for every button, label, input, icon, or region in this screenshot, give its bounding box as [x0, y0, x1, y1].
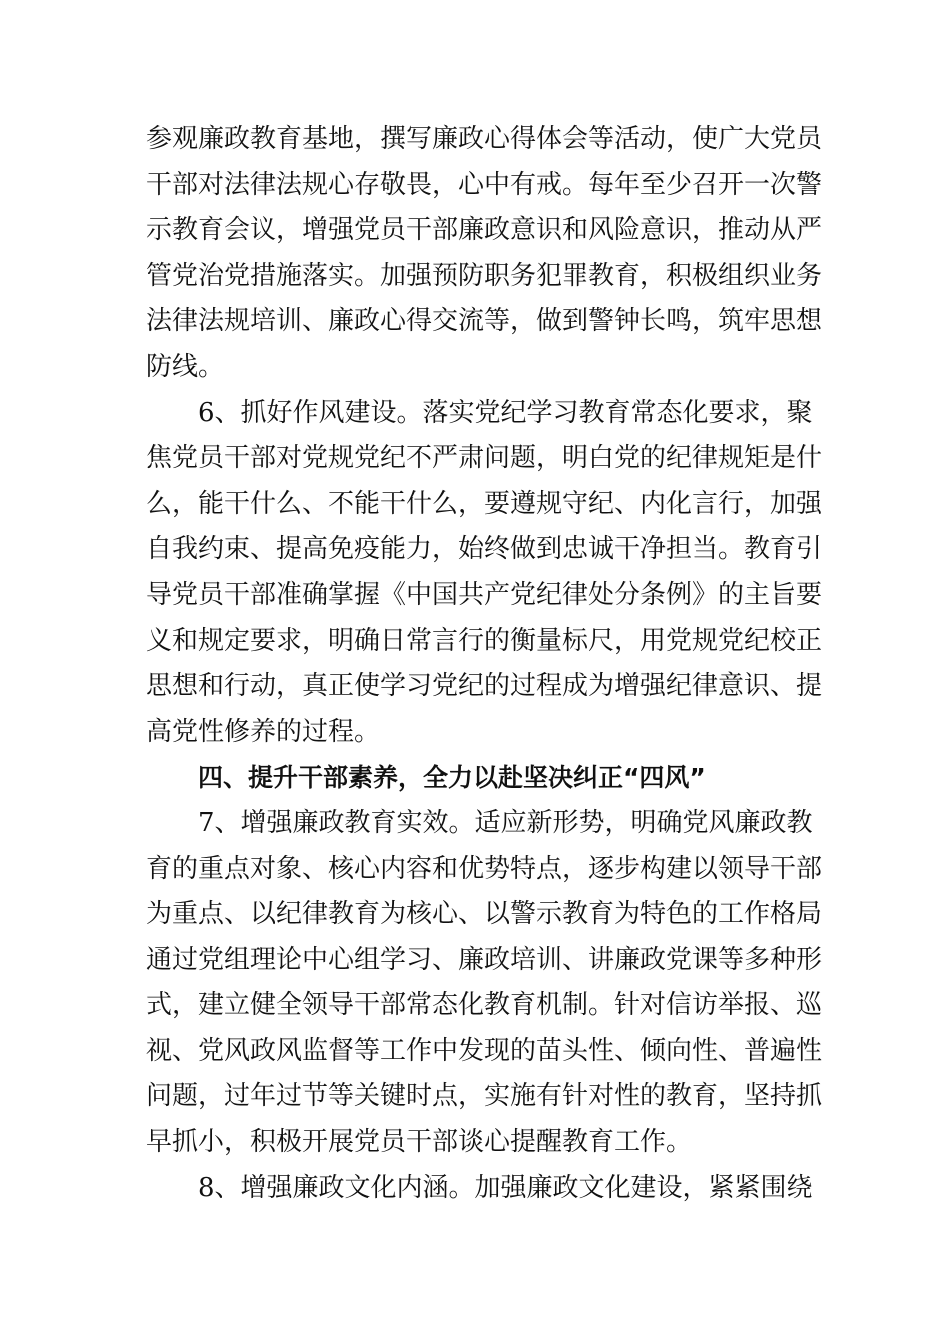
text-line: 为重点、以纪律教育为核心、以警示教育为特色的工作格局: [146, 899, 823, 930]
text-line: 么，能干什么、不能干什么，要遵规守纪、内化言行，加强: [146, 488, 823, 519]
text-line: 式，建立健全领导干部常态化教育机制。针对信访举报、巡: [146, 990, 823, 1021]
paragraph-5-continued: [146, 117, 823, 391]
text-line: 高党性修养的过程。: [146, 716, 381, 747]
text-line: 参观廉政教育基地，撰写廉政心得体会等活动，使广大党员: [146, 124, 823, 154]
paragraph-6: [146, 391, 823, 756]
text-line: 自我约束、提高免疫能力，始终做到忠诚干净担当。教育引: [146, 534, 823, 565]
text-line: 法律法规培训、廉政心得交流等，做到警钟长鸣，筑牢思想: [146, 306, 823, 337]
text-line: 早抓小，积极开展党员干部谈心提醒教育工作。: [146, 1127, 693, 1158]
text-line: 视、党风政风监督等工作中发现的苗头性、倾向性、普遍性: [146, 1035, 823, 1066]
text-line: 示教育会议，增强党员干部廉政意识和风险意识，推动从严: [146, 215, 823, 246]
text-line: 干部对法律法规心存敬畏，心中有戒。每年至少召开一次警: [146, 169, 823, 200]
text-line: 育的重点对象、核心内容和优势特点，逐步构建以领导干部: [146, 853, 823, 884]
text-line: 管党治党措施落实。加强预防职务犯罪教育，积极组织业务: [146, 260, 823, 291]
paragraph-8: [146, 1166, 813, 1212]
text-line: 思想和行动，真正使学习党纪的过程成为增强纪律意识、提: [146, 671, 823, 702]
text-line: 焦党员干部对党规党纪不严肃问题，明白党的纪律规矩是什: [146, 443, 823, 474]
section-heading: 四、提升干部素养，全力以赴坚决纠正“四风”: [198, 763, 706, 793]
text-line: 6、抓好作风建设。落实党纪学习教育常态化要求，聚: [198, 397, 813, 428]
text-line: 问题，过年过节等关键时点，实施有针对性的教育，坚持抓: [146, 1081, 823, 1112]
text-line: 7、增强廉政教育实效。适应新形势，明确党风廉政教: [198, 807, 813, 838]
text-line: 导党员干部准确掌握《中国共产党纪律处分条例》的主旨要: [146, 579, 823, 610]
text-line: 义和规定要求，明确日常言行的衡量标尺，用党规党纪校正: [146, 625, 823, 656]
text-line: 防线。: [146, 351, 225, 382]
document-page: [146, 117, 823, 1211]
text-line: 通过党组理论中心组学习、廉政培训、讲廉政党课等多种形: [146, 944, 823, 975]
text-line: 8、增强廉政文化内涵。加强廉政文化建设，紧紧围绕: [198, 1172, 813, 1203]
paragraph-7: [146, 801, 823, 1166]
